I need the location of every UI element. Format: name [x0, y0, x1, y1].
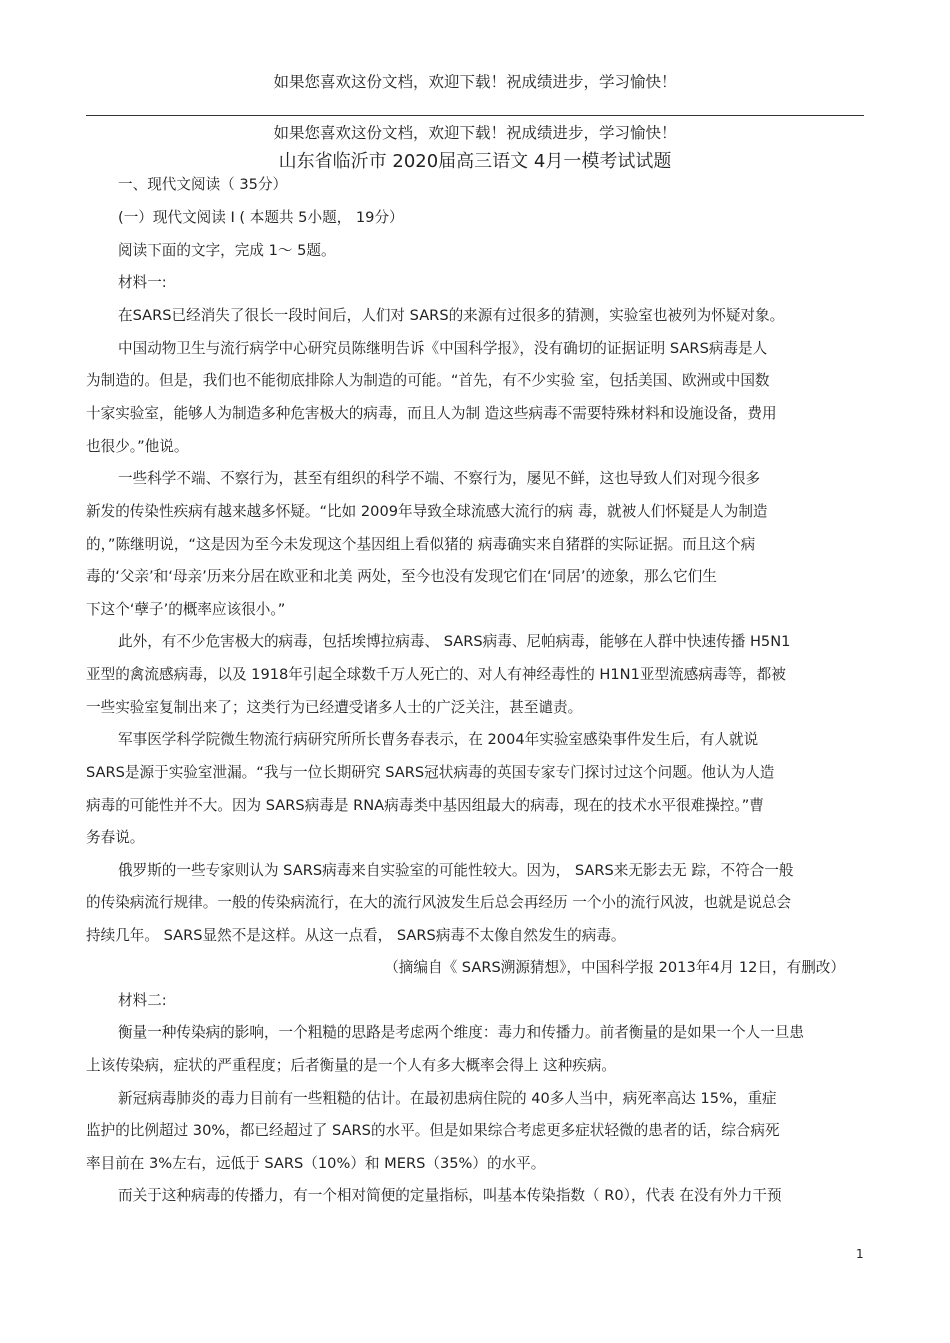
paragraph-line: 新冠病毒肺炎的毒力目前有一些粗糙的估计。在最初患病住院的 40多人当中，病死率高达 15%，重症 — [118, 1090, 777, 1107]
page-title: 山东省临沂市 2020届高三语文 4月一模考试试题 — [278, 151, 672, 172]
paragraph-line: 监护的比例超过 30%，都已经超过了 SARS的水平。但是如果综合考虑更多症状轻微的患者的话，综合病死 — [86, 1122, 780, 1139]
paragraph-line: 的传染病流行规律。一般的传染病流行，在大的流行风波发生后总会再经历 一个小的流行风波，也就是说总会 — [86, 894, 792, 911]
running-header: 如果您喜欢这份文档，欢迎下载！祝成绩进步，学习愉快！ — [273, 73, 677, 91]
instruction-text: 阅读下面的文字，完成 1～ 5题。 — [118, 242, 336, 259]
paragraph-line: 亚型的禽流感病毒，以及 1918年引起全球数千万人死亡的、对人有神经毒性的 H1N1亚型流感病毒等，都被 — [86, 666, 786, 683]
paragraph-line: 新发的传染性疾病有越来越多怀疑。“比如 2009年导致全球流感大流行的病 毒，就被人们怀疑是人为制造 — [86, 503, 768, 520]
paragraph-line: 毒的‘父亲’和‘母亲’历来分居在欧亚和北美 两处，至今也没有发现它们在‘同居’的迹象，那么它们生 — [86, 568, 717, 585]
paragraph-line: 在SARS已经消失了很长一段时间后，人们对 SARS的来源有过很多的猜测，实验室也被列为怀疑对象。 — [118, 307, 785, 324]
paragraph-line: 的，”陈继明说，“这是因为至今未发现这个基因组上看似猪的 病毒确实来自猪群的实际证据。而且这个病 — [86, 536, 756, 553]
paragraph-line: 十家实验室，能够人为制造多种危害极大的病毒，而且人为制 造这些病毒不需要特殊材料和设施设备，费用 — [86, 405, 777, 422]
paragraph-line: 病毒的可能性并不大。因为 SARS病毒是 RNA病毒类中基因组最大的病毒，现在的技术水平很难操控。”曹 — [86, 797, 764, 814]
section-heading: 一、现代文阅读（ 35分） — [118, 176, 288, 193]
paragraph-line: 也很少。”他说。 — [86, 438, 189, 455]
paragraph-line: 俄罗斯的一些专家则认为 SARS病毒来自实验室的可能性较大。因为， SARS来无影去无 踪，不符合一般 — [118, 862, 794, 879]
paragraph-line: 率目前在 3%左右，远低于 SARS（10%）和 MERS（35%）的水平。 — [86, 1155, 546, 1172]
paragraph-line: 上该传染病，症状的严重程度；后者衡量的是一个人有多大概率会得上 这种疾病。 — [86, 1057, 617, 1074]
paragraph-line: SARS是源于实验室泄漏。“我与一位长期研究 SARS冠状病毒的英国专家专门探讨过这个问题。他认为人造 — [86, 764, 775, 781]
paragraph-line: 此外，有不少危害极大的病毒，包括埃博拉病毒、 SARS病毒、尼帕病毒，能够在人群中快速传播 H5N1 — [118, 633, 791, 650]
paragraph-line: 一些科学不端、不察行为，甚至有组织的科学不端、不察行为，屡见不鲜，这也导致人们对现今很多 — [118, 470, 761, 487]
paragraph-line: 军事医学科学院微生物流行病研究所所长曹务春表示，在 2004年实验室感染事件发生后，有人就说 — [118, 731, 759, 748]
material2-label: 材料二: — [118, 992, 167, 1009]
paragraph-line: 下这个‘孽子’的概率应该很小。” — [86, 601, 286, 618]
paragraph-line: 而关于这种病毒的传播力，有一个相对简便的定量指标，叫基本传染指数（ R0），代表 在没有外力干预 — [118, 1187, 782, 1204]
page-number: 1 — [856, 1247, 864, 1261]
paragraph-line: 持续几年。 SARS显然不是这样。从这一点看， SARS病毒不太像自然发生的病毒。 — [86, 927, 626, 944]
paragraph-line: 中国动物卫生与流行病学中心研究员陈继明告诉《中国科学报》，没有确切的证据证明 SARS病毒是人 — [118, 340, 768, 357]
header-rule — [86, 115, 864, 116]
subsection-heading: (一）现代文阅读 I ( 本题共 5小题， 19分） — [118, 209, 404, 226]
paragraph-line: 一些实验室复制出来了；这类行为已经遭受诸多人士的广泛关注，甚至谴责。 — [86, 699, 583, 716]
paragraph-line: 为制造的。但是，我们也不能彻底排除人为制造的可能。“首先，有不少实验 室，包括美国、欧洲或中国数 — [86, 372, 770, 389]
paragraph-line: 务春说。 — [86, 829, 145, 846]
paragraph-line: 衡量一种传染病的影响，一个粗糙的思路是考虑两个维度：毒力和传播力。前者衡量的是如果一个人一旦患 — [118, 1024, 804, 1041]
source-citation: （摘编自《 SARS溯源猜想》，中国科学报 2013年4月 12日，有删改） — [384, 959, 845, 976]
repeat-header: 如果您喜欢这份文档，欢迎下载！祝成绩进步，学习愉快！ — [273, 124, 677, 142]
material1-label: 材料一: — [118, 274, 167, 291]
